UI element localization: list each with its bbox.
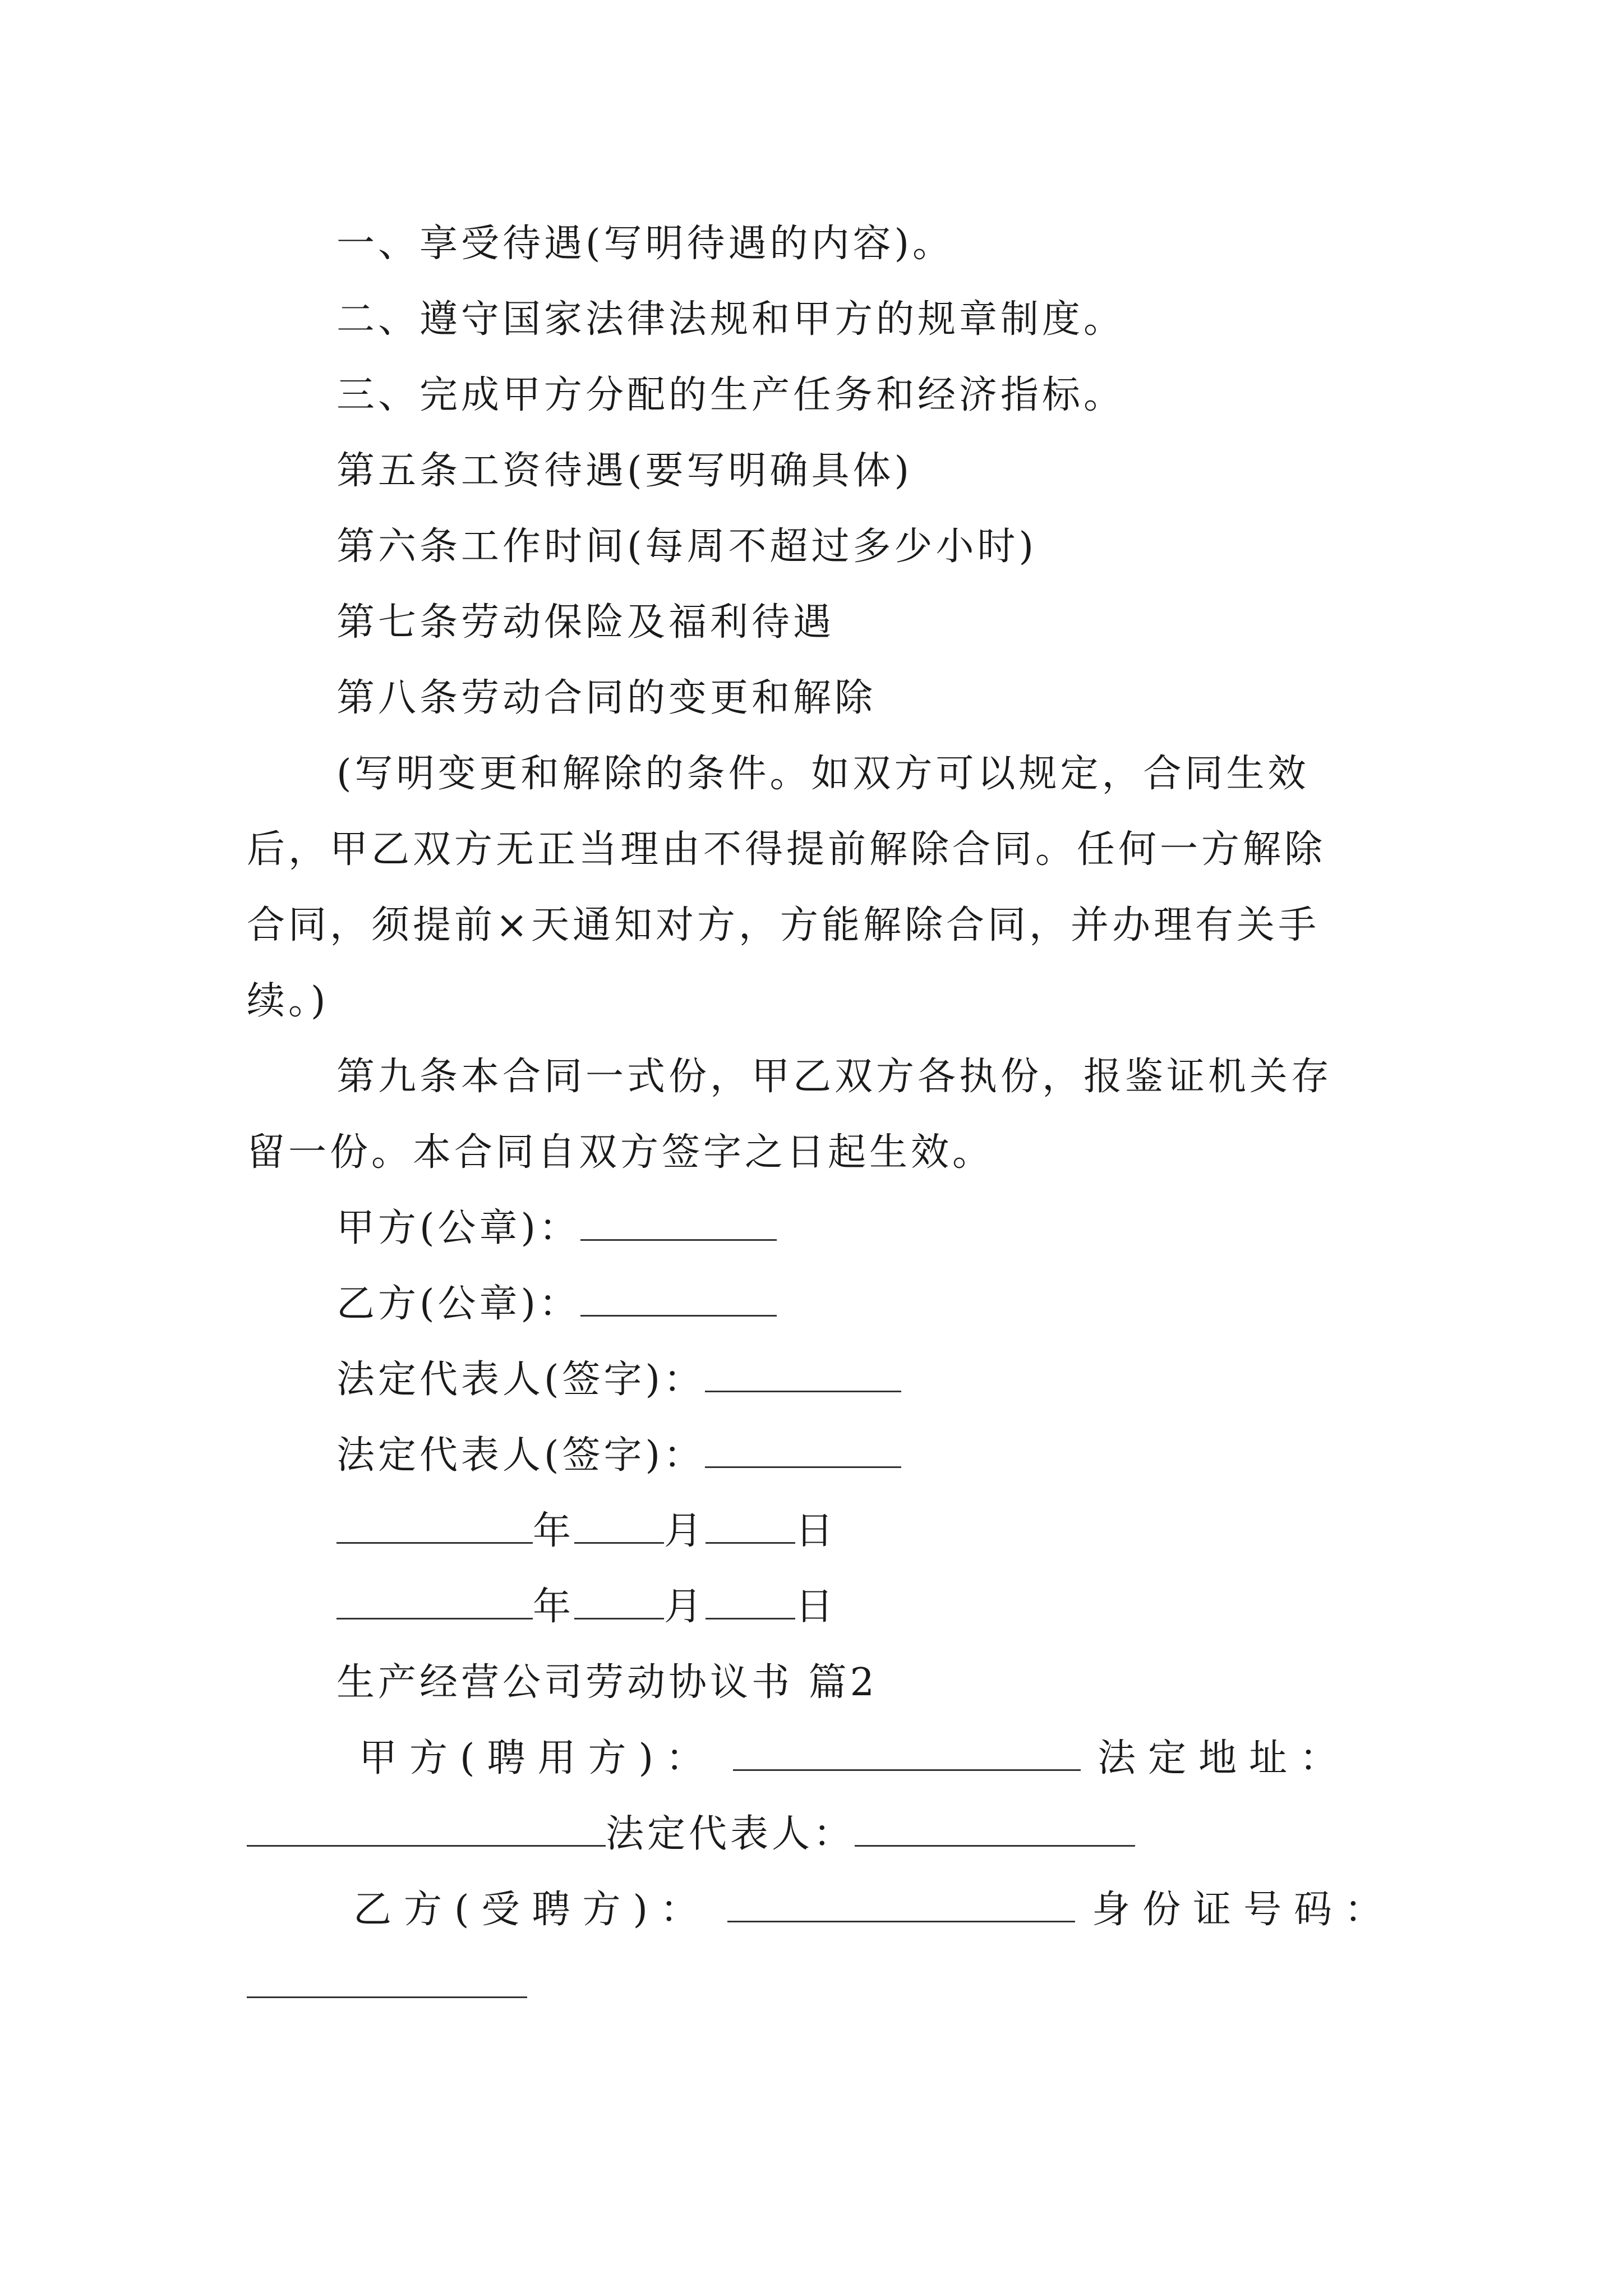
change-para-line-2: 后，甲乙双方无正当理由不得提前解除合同。任何一方解除: [247, 827, 1326, 872]
party-b-seal-blank: [580, 1282, 777, 1317]
date-1-month-blank: [574, 1510, 664, 1544]
change-para-line-1: (写明变更和解除的条件。如双方可以规定，合同生效: [336, 752, 1310, 796]
date-2-year-label: 年: [533, 1585, 575, 1629]
legal-rep-1-label: 法定代表人(签字)：: [336, 1358, 706, 1402]
party-b-seal-label: 乙方(公章)：: [336, 1282, 581, 1326]
party-a-address-blank: [247, 1812, 606, 1847]
party-a-address-label: 法定地址：: [1098, 1736, 1350, 1780]
date-2-month-blank: [574, 1585, 664, 1619]
party-a-line: [359, 1736, 1350, 1781]
date-2-year-blank: [336, 1585, 533, 1619]
clause-line-3: 三、完成甲方分配的生产任务和经济指标。: [336, 373, 1126, 417]
date-2-day-blank: [706, 1585, 795, 1619]
legal-rep-2-label: 法定代表人(签字)：: [336, 1433, 706, 1478]
legal-rep-2-blank: [705, 1434, 901, 1468]
date-line-1: [336, 1509, 837, 1554]
party-b-blank: [727, 1888, 1075, 1922]
date-2-month-label: 月: [664, 1585, 706, 1629]
party-a-seal-line: [336, 1206, 777, 1251]
party-b-id-line: [247, 1963, 527, 2008]
date-line-2: [336, 1585, 837, 1630]
section-title: 生产经营公司劳动协议书 篇2: [336, 1660, 878, 1705]
clause-article-7: 第七条劳动保险及福利待遇: [336, 600, 835, 645]
legal-rep-1-blank: [705, 1358, 901, 1392]
copies-para-line-1: 第九条本合同一式份，甲乙双方各执份，报鉴证机关存: [336, 1055, 1333, 1099]
party-b-label: 乙方(受聘方)：: [353, 1888, 711, 1932]
date-1-year-blank: [336, 1510, 533, 1544]
party-a-label: 甲方(聘用方)：: [359, 1736, 717, 1780]
party-a-rep-line: [247, 1812, 1135, 1857]
clause-article-6: 第六条工作时间(每周不超过多少小时): [336, 524, 1038, 569]
legal-rep-1-line: [336, 1358, 901, 1402]
date-1-year-label: 年: [533, 1509, 575, 1553]
clause-article-8: 第八条劳动合同的变更和解除: [336, 676, 877, 720]
party-a-blank: [733, 1737, 1081, 1771]
legal-rep-2-line: [336, 1433, 901, 1478]
party-b-line: [353, 1888, 1395, 1932]
clause-line-2: 二、遵守国家法律法规和甲方的规章制度。: [336, 297, 1126, 342]
party-b-id-label: 身份证号码：: [1092, 1888, 1395, 1932]
date-1-month-label: 月: [664, 1509, 706, 1553]
copies-para-line-2: 留一份。本合同自双方签字之日起生效。: [247, 1130, 994, 1175]
clause-line-1: 一、享受待遇(写明待遇的内容)。: [336, 222, 955, 266]
clause-article-5: 第五条工资待遇(要写明确具体): [336, 449, 913, 493]
party-b-seal-line: [336, 1282, 777, 1327]
date-1-day-label: 日: [795, 1509, 837, 1553]
party-b-id-blank: [247, 1964, 527, 1998]
date-2-day-label: 日: [795, 1585, 837, 1629]
party-a-seal-blank: [580, 1207, 777, 1241]
party-a-rep-label: 法定代表人：: [606, 1812, 855, 1856]
party-a-rep-blank: [855, 1812, 1135, 1847]
party-a-seal-label: 甲方(公章)：: [336, 1206, 581, 1250]
date-1-day-blank: [706, 1510, 795, 1544]
change-para-line-4: 续。): [247, 979, 329, 1023]
change-para-line-3: 合同，须提前×天通知对方，方能解除合同，并办理有关手: [247, 903, 1320, 947]
